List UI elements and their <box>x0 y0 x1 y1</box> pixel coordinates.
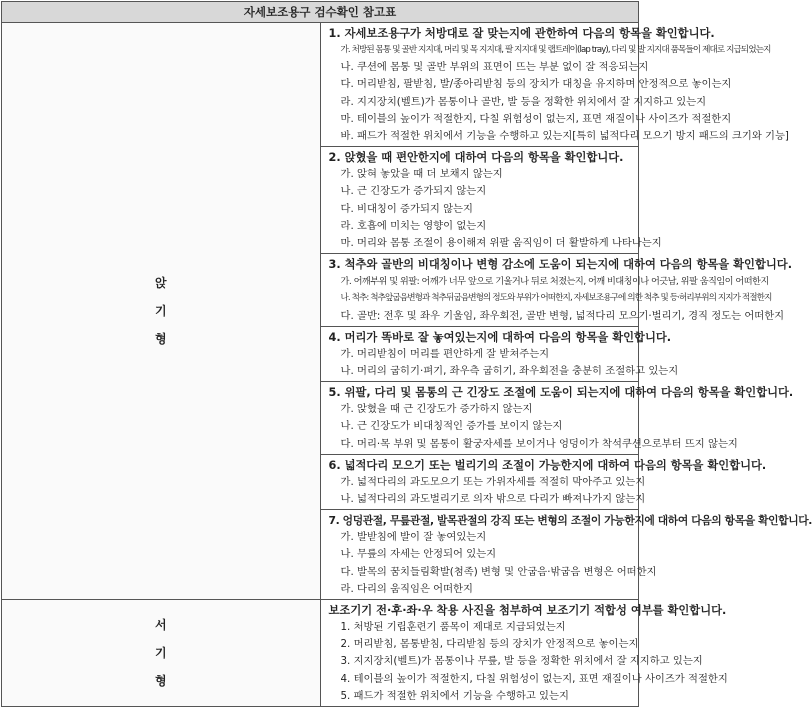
section-item: 마. 머리와 몸통 조절이 용이해져 위팔 움직임이 더 활발하게 나타나는지 <box>340 237 662 250</box>
section-item: 마. 테이블의 높이가 적절한지, 다칠 위험성이 없는지, 표면 재질이나 사이즈가 적절한지 <box>340 112 732 125</box>
section-item: 라. 다리의 움직임은 어떠한지 <box>340 582 473 595</box>
section-item: 가. 앉혔을 때 근 긴장도가 증가하지 않는지 <box>340 403 533 416</box>
section-item: 나. 근 긴장도가 비대칭적인 증가를 보이지 않는지 <box>340 420 563 433</box>
section-item: 가. 앉혀 놓았을 때 더 보채지 않는지 <box>340 168 503 181</box>
section-item: 다. 골반: 전후 및 좌우 기울임, 좌우회전, 골반 변형, 넓적다리 모으기·벌리기, 경직 정도는 어떠한지 <box>340 309 785 322</box>
section-heading: 보조기기 전·후·좌·우 착용 사진을 첨부하여 보조기기 적합성 여부를 확인합니다. <box>328 604 727 618</box>
section-item: 나. 척추: 척추앞굽음변형과 척추뒤굽음변형의 정도와 부위가 어떠한지, 자세보조용구에 의한 척추 및 등·허리부위의 지지가 적절한지 <box>340 293 772 304</box>
section-heading: 3. 척추와 골반의 비대칭이나 변형 감소에 도움이 되는지에 대하여 다음의 항목을 확인합니다. <box>328 258 792 272</box>
section-5 <box>320 382 794 455</box>
section-item: 가. 어깨부위 및 위팔: 어깨가 너무 앞으로 기울거나 뒤로 처졌는지, 어깨 비대칭이나 어긋남, 위팔 움직임이 어떠한지 <box>340 276 769 288</box>
section-item: 다. 머리받침, 팔받침, 발/종아리받침 등의 장치가 대칭을 유지하며 안정적으로 놓이는지 <box>340 78 732 91</box>
category-sitting-char-1: 앉 <box>154 276 167 291</box>
section-item: 바. 패드가 적절한 위치에서 기능을 수행하고 있는지[특히 넓적다리 모으기 방지 패드의 크기와 기능] <box>340 130 789 143</box>
section-item: 가. 발받침에 발이 잘 놓여있는지 <box>340 531 487 544</box>
category-sitting <box>2 23 321 600</box>
section-6 <box>320 454 767 509</box>
section-item: 나. 넓적다리의 과도벌리기로 의자 밖으로 다리가 빠져나가지 않는지 <box>340 493 646 506</box>
section-item: 가. 머리받침이 머리를 편안하게 잘 받쳐주는지 <box>340 347 550 360</box>
section-item: 다. 발목의 꿈치들림확발(첨족) 변형 및 안굽음·밖굽음 변형은 어떠한지 <box>340 565 657 578</box>
section-1 <box>320 23 789 147</box>
section-7 <box>320 510 812 600</box>
section-item: 라. 지지장치(벨트)가 몸통이나 골반, 발 등을 정확한 위치에서 잘 지지하고 있는지 <box>340 95 707 108</box>
section-item: 3. 지지장치(벨트)가 몸통이나 무릎, 발 등을 정확한 위치에서 잘 지지하고 있는지 <box>340 655 703 668</box>
section-item: 나. 쿠션에 몸통 및 골반 부위의 표면이 뜨는 부분 없이 잘 적응되는지 <box>340 61 649 74</box>
section-standing <box>320 600 728 707</box>
category-standing-char-3: 형 <box>154 674 167 689</box>
section-item: 다. 비대칭이 증가되지 않는지 <box>340 202 473 215</box>
table-title: 자세보조용구 검수확인 참고표 <box>2 2 639 23</box>
section-item: 1. 처방된 기립훈련기 품목이 제대로 지급되었는지 <box>340 621 566 634</box>
section-heading: 7. 엉덩관절, 무릎관절, 발목관절의 강직 또는 변형의 조절이 가능한지에 대하여 다음의 항목을 확인합니다. <box>328 514 812 528</box>
category-standing-char-1: 서 <box>154 618 167 633</box>
section-item: 가. 넓적다리의 과도모으기 또는 가위자세를 적절히 막아주고 있는지 <box>340 475 646 488</box>
section-item: 나. 근 긴장도가 증가되지 않는지 <box>340 185 487 198</box>
category-standing <box>2 600 321 707</box>
category-sitting-char-2: 기 <box>154 304 167 319</box>
section-4 <box>320 326 679 381</box>
section-heading: 4. 머리가 똑바로 잘 놓여있는지에 대하여 다음의 항목을 확인합니다. <box>328 330 672 344</box>
section-item: 5. 패드가 적절한 위치에서 기능을 수행하고 있는지 <box>340 689 569 702</box>
section-item: 나. 머리의 굽히기·펴기, 좌우측 굽히기, 좌우회전을 충분히 조절하고 있는지 <box>340 365 679 378</box>
section-item: 다. 머리·목 부위 및 몸통이 활궁자세를 보이거나 엉덩이가 착석쿠션으로부터 뜨지 않는지 <box>340 437 738 450</box>
section-heading: 1. 자세보조용구가 처방대로 잘 맞는지에 관한하여 다음의 항목을 확인합니다. <box>328 27 715 40</box>
section-3 <box>320 254 792 327</box>
section-item: 4. 테이블의 높이가 적절한지, 다칠 위험성이 없는지, 표면 재질이나 사이즈가 적절한지 <box>340 672 728 685</box>
checklist-table <box>1 1 812 707</box>
section-2 <box>320 147 662 254</box>
section-heading: 5. 위팔, 다리 및 몸통의 근 긴장도 조절에 도움이 되는지에 대하여 다음의 항목을 확인합니다. <box>328 386 794 400</box>
section-item: 가. 처방된 몸통 및 골반 지지대, 머리 및 목 지지대, 팔 지지대 및 랩트레이(lap tray), 다리 및 발 지지대 품목들이 제대로 지급되었는지 <box>340 45 771 55</box>
section-item: 2. 머리받침, 몸통받침, 다리받침 등의 장치가 안정적으로 놓이는지 <box>340 638 639 651</box>
section-heading: 6. 넓적다리 모으기 또는 벌리기의 조절이 가능한지에 대하여 다음의 항목을 확인합니다. <box>328 458 767 472</box>
category-sitting-char-3: 형 <box>154 332 167 347</box>
category-standing-char-2: 기 <box>154 646 167 661</box>
section-item: 라. 호흡에 미치는 영향이 없는지 <box>340 219 487 232</box>
section-heading: 2. 앉혔을 때 편안한지에 대하여 다음의 항목을 확인합니다. <box>328 151 624 165</box>
section-item: 나. 무릎의 자세는 안정되어 있는지 <box>340 548 497 561</box>
